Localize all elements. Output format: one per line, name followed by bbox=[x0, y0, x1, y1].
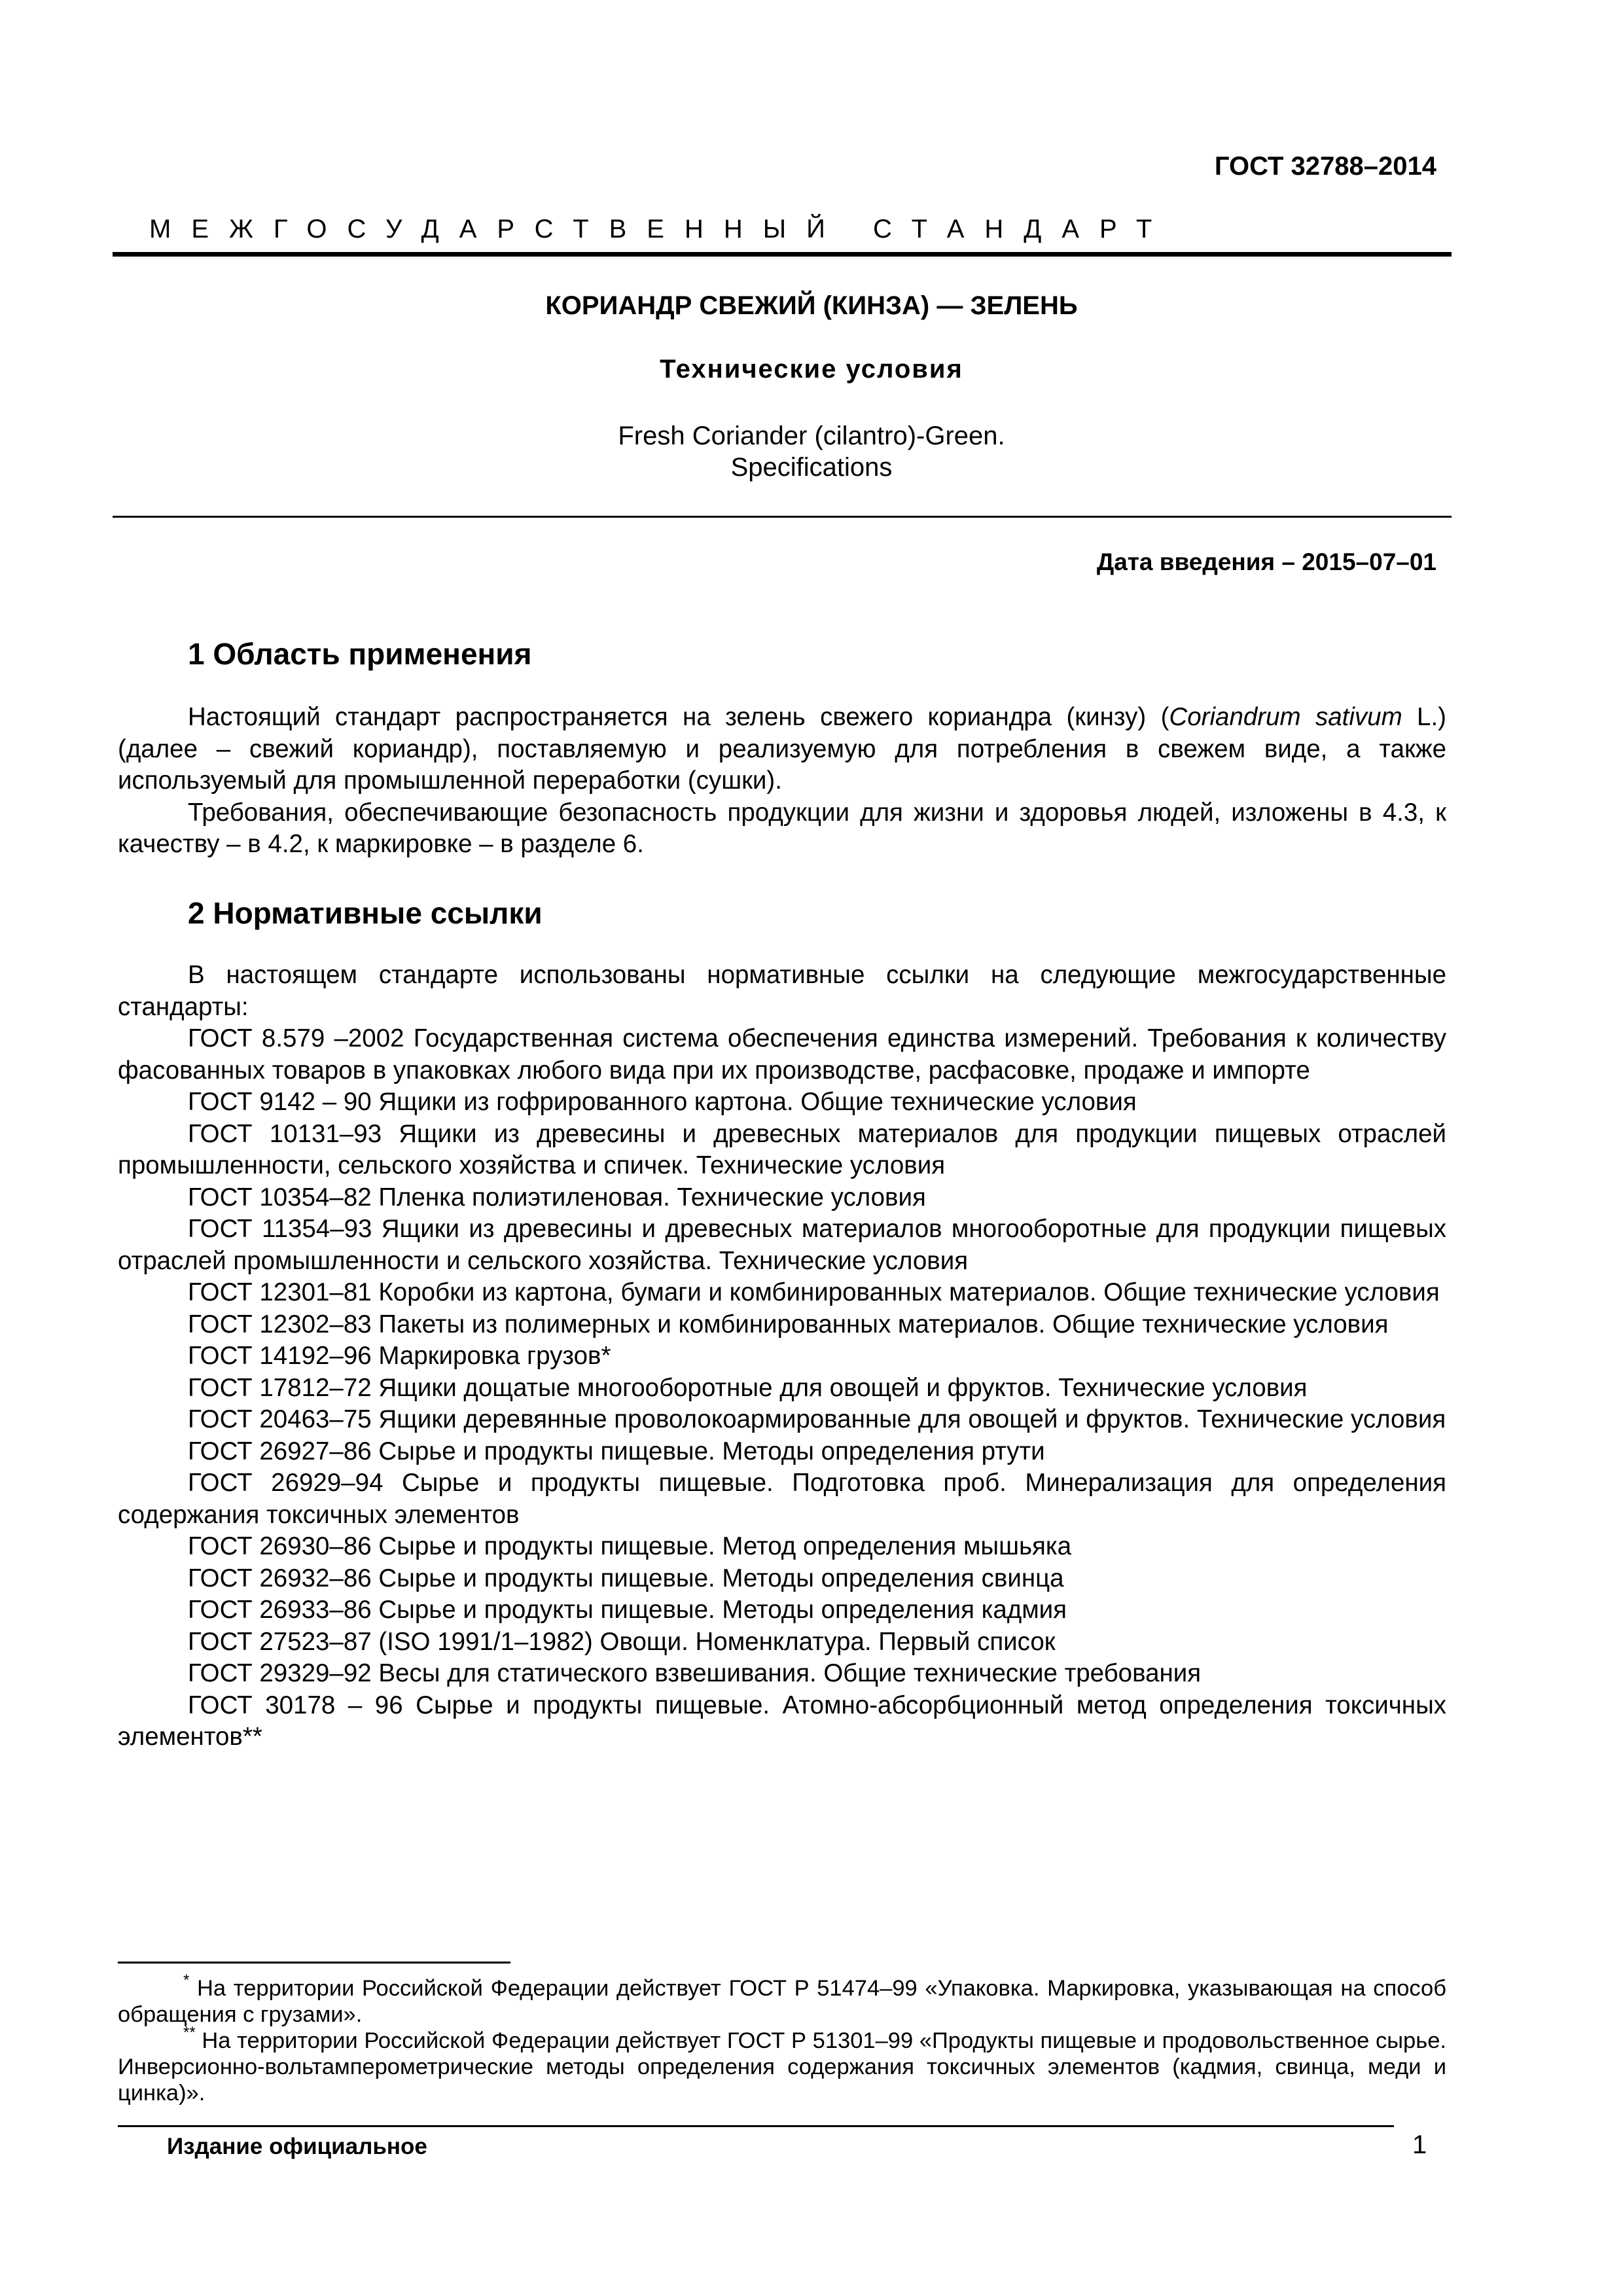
reference-item: ГОСТ 10131–93 Ящики из древесины и древесных материалов для продукции пищевых отраслей промышленности, сельского хозяйства и спичек. Технические условия bbox=[118, 1119, 1446, 1179]
footnotes bbox=[118, 1971, 1446, 2106]
reference-item: ГОСТ 26927–86 Сырье и продукты пищевые. Методы определения ртути bbox=[188, 1437, 1045, 1465]
english-title-line-2: Specifications bbox=[730, 453, 893, 482]
reference-item: ГОСТ 30178 – 96 Сырье и продукты пищевые. Атомно-абсорбционный метод определения токсичных элементов** bbox=[118, 1691, 1446, 1751]
document-subtitle: Технические условия bbox=[660, 355, 963, 384]
reference-item: ГОСТ 9142 – 90 Ящики из гофрированного картона. Общие технические условия bbox=[188, 1088, 1137, 1116]
references-intro: В настоящем стандарте использованы нормативные ссылки на следующие межгосударственные стандарты: bbox=[118, 961, 1446, 1021]
official-edition-label: Издание официальное bbox=[167, 2134, 427, 2159]
standard-type-banner: МЕЖГОСУДАРСТВЕННЫЙ СТАНДАРТ bbox=[149, 215, 1173, 243]
reference-item: ГОСТ 27523–87 (ISO 1991/1–1982) Овощи. Номенклатура. Первый список bbox=[188, 1627, 1056, 1656]
reference-item: ГОСТ 26933–86 Сырье и продукты пищевые. Методы определения кадмия bbox=[188, 1596, 1067, 1624]
page-number: 1 bbox=[1412, 2130, 1427, 2159]
footnote-2-mark: ** bbox=[183, 2024, 196, 2041]
footer-rule bbox=[118, 2125, 1394, 2127]
english-title-line-1: Fresh Coriander (cilantro)-Green. bbox=[618, 422, 1005, 450]
title-rule bbox=[113, 516, 1452, 518]
reference-item: ГОСТ 26932–86 Сырье и продукты пищевые. Методы определения свинца bbox=[188, 1564, 1064, 1592]
reference-item: ГОСТ 20463–75 Ящики деревянные проволокоармированные для овощей и фруктов. Технические условия bbox=[188, 1405, 1446, 1433]
section-2-body bbox=[118, 960, 1446, 1753]
section-1-body bbox=[118, 702, 1446, 861]
footnote-1: * На территории Российской Федерации действует ГОСТ Р 51474–99 «Упаковка. Маркировка, указывающая на способ обращения с грузами». bbox=[118, 1971, 1446, 2027]
section-2-heading: 2 Нормативные ссылки bbox=[188, 896, 543, 930]
reference-item: ГОСТ 26930–86 Сырье и продукты пищевые. Метод определения мышьяка bbox=[188, 1532, 1072, 1560]
footnote-1-mark: * bbox=[183, 1971, 190, 1989]
reference-item: ГОСТ 17812–72 Ящики дощатые многооборотные для овощей и фруктов. Технические условия bbox=[188, 1373, 1308, 1402]
reference-item: ГОСТ 29329–92 Весы для статического взвешивания. Общие технические требования bbox=[188, 1659, 1202, 1687]
scope-paragraph-2: Требования, обеспечивающие безопасность продукции для жизни и здоровья людей, изложены в 4.3, к качеству – в 4.2, к маркировке – в разделе 6. bbox=[118, 798, 1446, 858]
document-number: ГОСТ 32788–2014 bbox=[1214, 152, 1436, 181]
reference-item: ГОСТ 11354–93 Ящики из древесины и древесных материалов многооборотные для продукции пищевых отраслей промышленности и сельского хозяйства. Технические условия bbox=[118, 1215, 1446, 1275]
scope-paragraph-1: Настоящий стандарт распространяется на зелень свежего кориандра (кинзу) (Coriandrum sativum L.) (далее – свежий кориандр), поставляемую и реализуемую для потребления в свежем виде, а также используемый для промышленной переработки (сушки). bbox=[118, 703, 1446, 795]
reference-item: ГОСТ 10354–82 Пленка полиэтиленовая. Технические условия bbox=[188, 1183, 926, 1211]
reference-item: ГОСТ 8.579 –2002 Государственная система обеспечения единства измерений. Требования к количеству фасованных товаров в упаковках любого вида при их производстве, расфасовке, продаже и импорте bbox=[118, 1024, 1446, 1085]
reference-item: ГОСТ 14192–96 Маркировка грузов* bbox=[188, 1342, 611, 1370]
reference-item: ГОСТ 12302–83 Пакеты из полимерных и комбинированных материалов. Общие технические условия bbox=[188, 1310, 1389, 1338]
reference-item: ГОСТ 26929–94 Сырье и продукты пищевые. Подготовка проб. Минерализация для определения содержания токсичных элементов bbox=[118, 1469, 1446, 1529]
document-title: КОРИАНДР СВЕЖИЙ (КИНЗА) — ЗЕЛЕНЬ bbox=[545, 291, 1078, 320]
header-rule bbox=[113, 252, 1452, 257]
section-1-heading: 1 Область применения bbox=[188, 637, 532, 671]
footnote-2: ** На территории Российской Федерации действует ГОСТ Р 51301–99 «Продукты пищевые и продовольственное сырье. Инверсионно-вольтамперометрические методы определения содержания токсичных элементов (кадмия, свинца, меди и цинка)». bbox=[118, 2024, 1446, 2106]
introduction-date: Дата введения – 2015–07–01 bbox=[1096, 548, 1436, 575]
english-title bbox=[0, 420, 1623, 483]
footnote-separator bbox=[118, 1962, 510, 1964]
reference-item: ГОСТ 12301–81 Коробки из картона, бумаги и комбинированных материалов. Общие технические условия bbox=[188, 1278, 1440, 1306]
